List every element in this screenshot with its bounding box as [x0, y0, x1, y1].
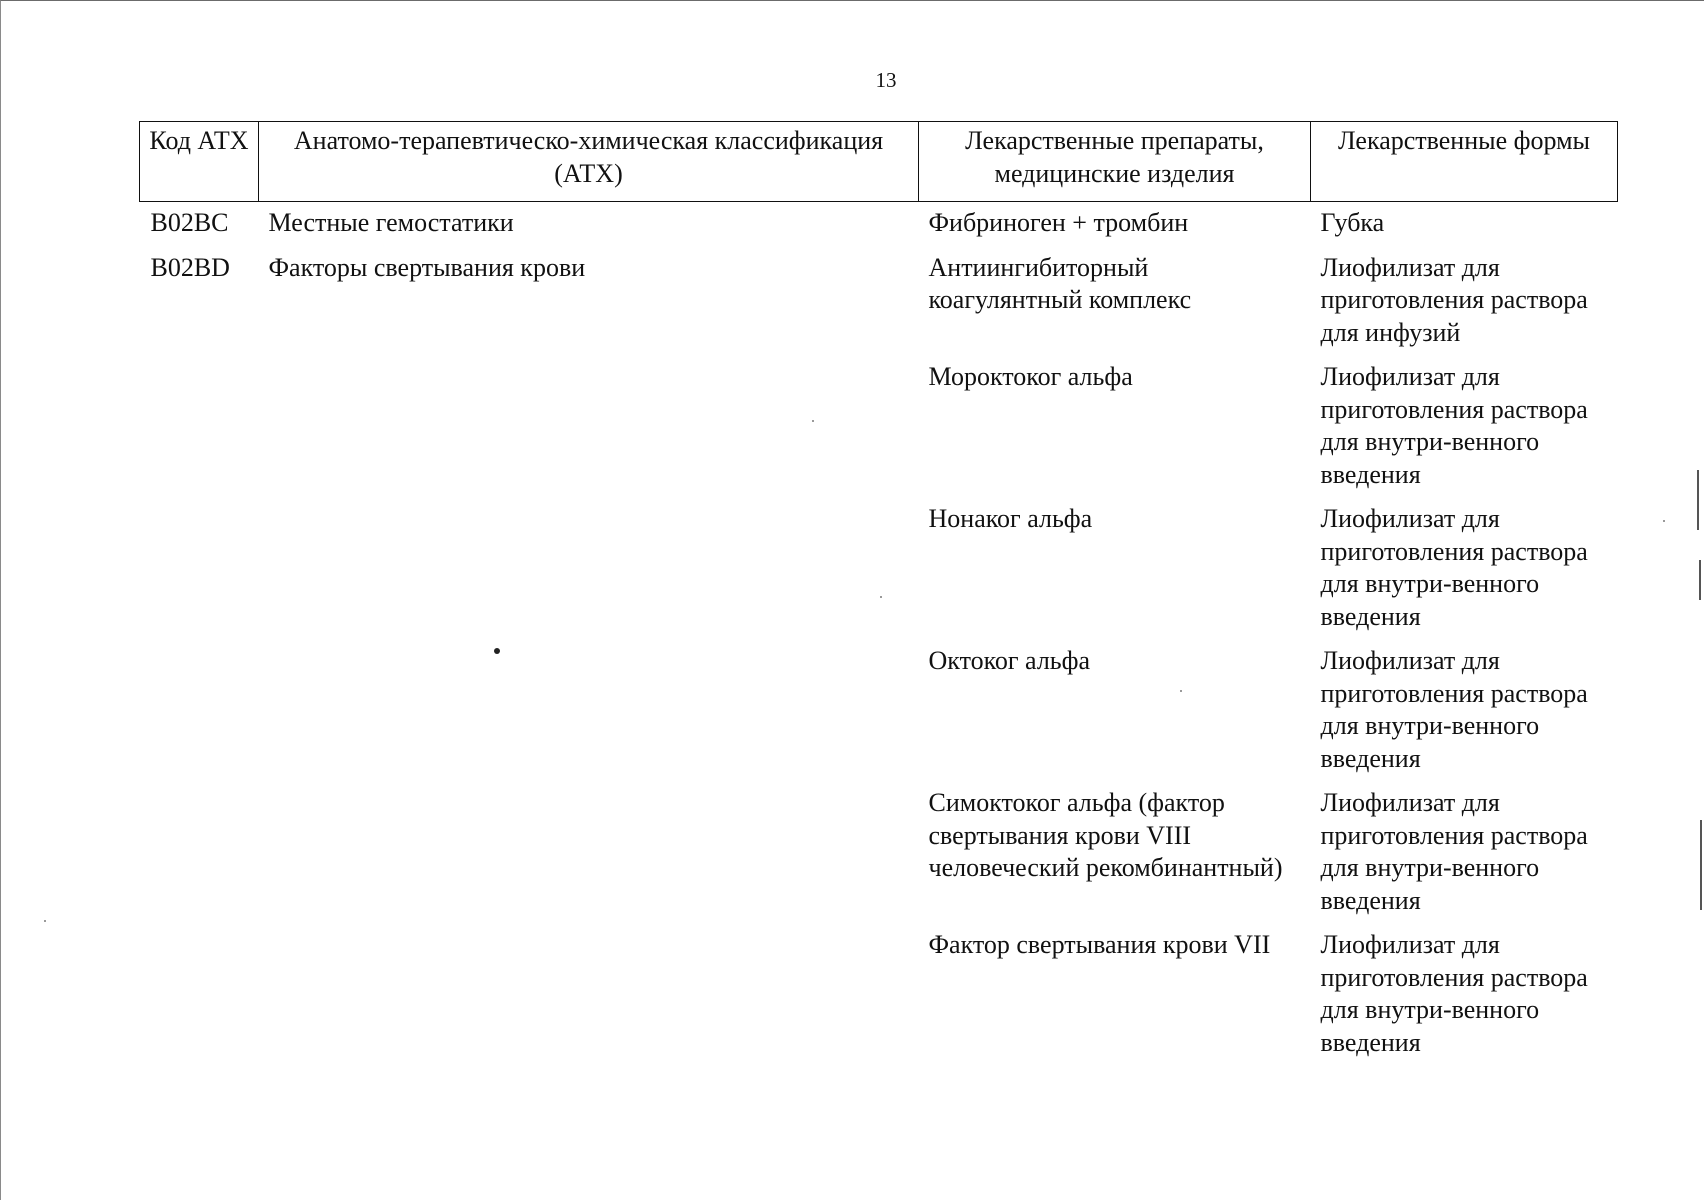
scan-speck-artifact [1663, 520, 1665, 522]
scan-speck-artifact [44, 920, 46, 922]
drug-name-cell: Антиингибиторный коагулянтный комплекс [928, 252, 1192, 314]
header-dosage-forms: Лекарственные формы [1311, 122, 1618, 202]
drug-name-cell: Нонаког альфа [928, 504, 1093, 533]
dosage-form-text: Лиофилизат для приготовления раствора для внутри-венного введения [1320, 646, 1588, 773]
classification-cell [259, 361, 919, 503]
atx-code-cell [140, 503, 259, 645]
drug-name-cell: Симоктоког альфа (фактор свертывания крови VIII человеческий рекомбинантный) [928, 788, 1283, 882]
table-header-row [140, 122, 1618, 202]
dosage-form-cell [1311, 645, 1618, 787]
page-number: 13 [875, 68, 897, 92]
table-row [140, 929, 1618, 1071]
header-atx-classification: Анатомо-терапевтическо-химическая классификация (АТХ) [259, 122, 919, 202]
classification-cell: Местные гемостатики [268, 208, 514, 237]
scan-edge-mark [1699, 560, 1701, 600]
header-atx-code: Код АТХ [140, 122, 259, 202]
atx-code-cell [140, 645, 259, 787]
scan-speck-artifact [1180, 690, 1182, 692]
atx-code-cell: B02BC [150, 208, 229, 237]
dosage-form-text: Лиофилизат для приготовления раствора для внутри-венного введения [1320, 362, 1588, 489]
atx-code-cell [140, 787, 259, 929]
table-row [140, 645, 1618, 787]
table-row [140, 503, 1618, 645]
classification-cell: Факторы свертывания крови [268, 252, 586, 282]
dosage-form-cell [1311, 929, 1618, 1071]
dosage-form-cell [1311, 503, 1618, 645]
classification-cell [259, 503, 919, 645]
atx-code-cell [140, 929, 259, 1071]
atx-drug-table [139, 121, 1618, 1071]
dosage-form-cell [1311, 361, 1618, 503]
dosage-form-cell [1311, 787, 1618, 929]
dosage-form-cell: Губка [1320, 208, 1385, 237]
table-row [140, 202, 1618, 252]
dosage-form-text: Лиофилизат для приготовления раствора для внутри-венного введения [1320, 504, 1588, 631]
dosage-form-text: Лиофилизат для приготовления раствора для внутри-венного введения [1320, 788, 1588, 915]
drug-name-cell: Октоког альфа [928, 646, 1091, 675]
drug-name-cell: Фактор свертывания крови VII [928, 930, 1271, 959]
dosage-form-text: Лиофилизат для приготовления раствора для внутри-венного введения [1320, 930, 1588, 1057]
scan-edge-mark [1697, 470, 1699, 530]
classification-cell [259, 645, 919, 787]
table-row [140, 361, 1618, 503]
table-row [140, 252, 1618, 362]
dosage-form-cell: Лиофилизат для приготовления раствора для инфузий [1320, 252, 1588, 347]
scan-dot-artifact [494, 648, 500, 654]
header-drugs-devices: Лекарственные препараты, медицинские изделия [919, 122, 1311, 202]
atx-code-cell: B02BD [150, 252, 230, 282]
atx-code-cell [140, 361, 259, 503]
scan-edge-mark [1700, 820, 1702, 910]
scan-speck-artifact [812, 420, 814, 422]
classification-cell [259, 787, 919, 929]
table-row [140, 787, 1618, 929]
classification-cell [259, 929, 919, 1071]
drug-name-cell: Фибриноген + тромбин [928, 208, 1189, 237]
scan-speck-artifact [880, 596, 882, 598]
drug-name-cell: Мороктоког альфа [928, 362, 1133, 391]
